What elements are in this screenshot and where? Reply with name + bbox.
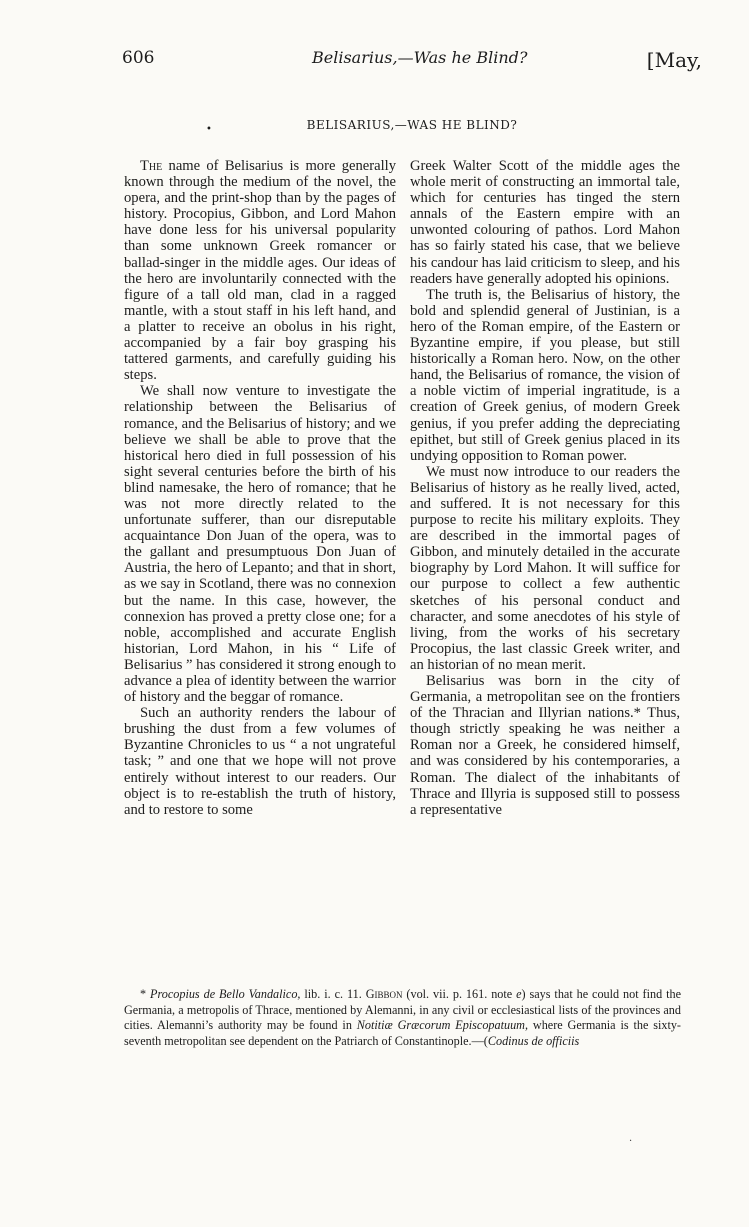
paragraph: We must now introduce to our readers the Belisarius of history as he really lived, acted, and suffered. It is not necessary for this purpose to recite his military exploits. They are described in the immortal pages of Gibbon, and minutely detailed in the accurate biography by Lord Mahon. It will suffice for our purpose to collect a few authentic sketches of his personal conduct and character, and some anecdotes of his style of living, from the works of his secretary Procopius, the last classic Greek writer, and an historian of no mean merit. xyxy=(410,463,680,673)
citation: Procopius de Bello Vandalico, xyxy=(150,987,301,1001)
footnote-mark: * xyxy=(140,987,147,1001)
bottom-mark: · xyxy=(629,1136,633,1147)
footnote-text xyxy=(124,987,681,1049)
paragraph: We shall now venture to investigate the relationship between the Belisarius of romance, and the Belisarius of history; and we believe we shall be able to prove that the historical hero died in full possession of his sight several centuries before the birth of his blind namesake, the hero of romance; that he was not more directly related to the unfortunate sufferer, than our disreputable acquaintance Don Juan of the opera, was to the gallant and presumptuous Don Juan of Austria, the hero of Lepanto; and that in short, as we say in Scotland, there was no connexion but the name. In this case, however, the connexion has proved a pretty close one; for a noble, accomplished and accurate English historian, Lord Mahon, in his “ Life of Belisarius ” has considered it strong enough to advance a plea of identity between the warrior of history and the beggar of romance. xyxy=(124,383,396,706)
footnote-run: (vol. vii. p. 161. note xyxy=(402,987,517,1001)
citation-author: Gibbon xyxy=(365,987,403,1001)
article-title: BELISARIUS,—WAS HE BLIND? xyxy=(306,118,518,132)
drop-lead: The xyxy=(140,158,163,174)
paragraph xyxy=(124,158,396,383)
left-column xyxy=(124,158,396,818)
page-number: 606 xyxy=(122,48,155,68)
citation: Codinus de officiis xyxy=(487,1033,580,1048)
paragraph: The truth is, the Belisarius of history, the bold and splendid general of Justinian, is a hero of the Roman empire, of the Eastern or Byzantine empire, if you please, but still historically a Roman hero. Now, on the other hand, the Belisarius of romance, the vision of a noble victim of imperial ingratitude, is a creation of Greek genius, of modern Greek genius, if you prefer adding the depreciating epithet, but still of Greek genius placed in its undying opposition to Roman power. xyxy=(410,286,680,464)
footnote-run: lib. i. c. 11. xyxy=(300,987,366,1001)
footnote-run: where Germania is the sixty-seventh metropolitan see dependent on the Patriarch of Constantinople.—( xyxy=(124,1018,681,1048)
paragraph: Such an authority renders the labour of brushing the dust from a few volumes of Byzantine Chronicles to us “ a not ungrateful task; ” and one that we hope will not prove entirely without interest to our readers. Our object is to re-establish the truth of history, and to restore to some xyxy=(124,705,396,818)
footnote-run: ) says that he could not find the Germania, a metropolis of Thrace, mentioned by Alemanni, in any civil or ecclesiastical lists of the provinces and cities. Alemanni’s authority may be found in xyxy=(124,987,682,1033)
footnote xyxy=(124,987,681,1049)
running-title: Belisarius,—Was he Blind? xyxy=(312,48,528,67)
citation: Notitiæ Græcorum Episcopatuum, xyxy=(356,1018,529,1033)
paragraph: Belisarius was born in the city of Germania, a metropolitan see on the frontiers of the Thracian and Illyrian nations.* Thus, though strictly speaking he was neither a Roman nor a Greek, he considered himself, and was considered by his contemporaries, a Roman. The dialect of the inhabitants of Thrace and Illyria is supposed still to possess a representative xyxy=(410,673,680,818)
right-column xyxy=(410,158,680,818)
running-header xyxy=(122,48,702,78)
paragraph-text: name of Belisarius is more generally known through the medium of the novel, the opera, and the print-shop than by the pages of history. Procopius, Gibbon, and Lord Mahon have done less for his universal popularity than some unknown Greek romancer or ballad-singer in the middle ages. Our ideas of the hero are involuntarily connected with the figure of a tall old man, clad in a ragged mantle, with a stout staff in his left hand, and a platter to receive an obolus in his right, accompanied by a fair boy grasping his tattered garments, and carefully guiding his steps. xyxy=(124,158,396,384)
paragraph: Greek Walter Scott of the middle ages the whole merit of constructing an immortal tale, which for centuries has tinged the stern annals of the Eastern empire with an unwonted colouring of pathos. Lord Mahon has so fairly stated his case, that we believe his candour has laid criticism to sleep, and his readers have generally adopted his opinions. xyxy=(410,158,680,287)
note-letter: e xyxy=(516,987,522,1001)
stray-mark: • xyxy=(206,124,212,135)
running-month: [May, xyxy=(646,48,702,72)
